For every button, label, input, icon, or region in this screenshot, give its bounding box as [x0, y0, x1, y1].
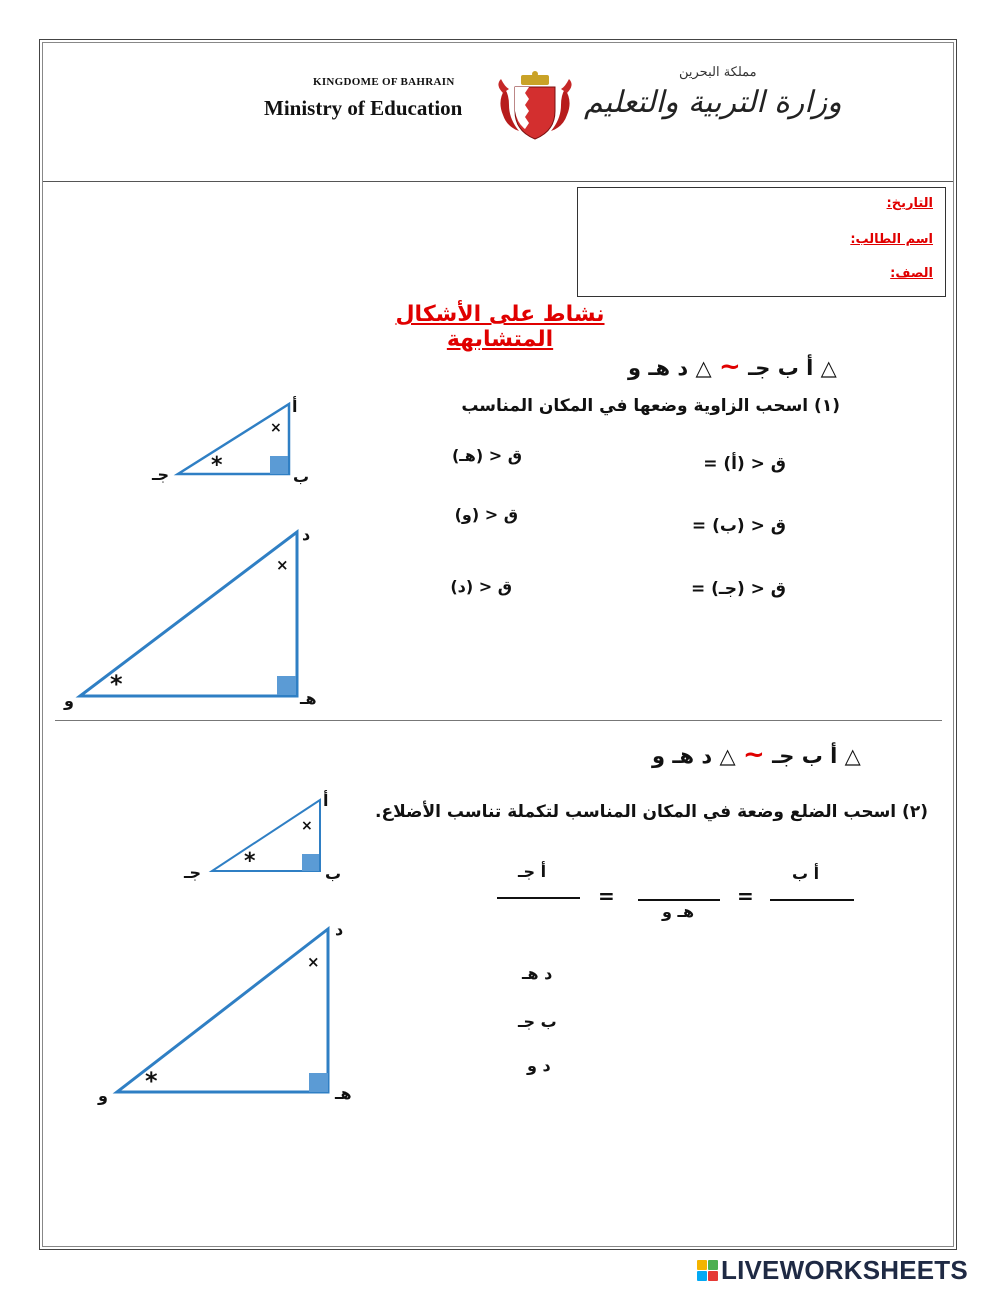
- vertex-label-d: د: [302, 525, 311, 544]
- fraction-3-numerator: أ جـ: [518, 862, 547, 881]
- equals-sign-2: =: [598, 884, 615, 908]
- angle-a-equation[interactable]: ق < (أ) =: [703, 454, 786, 474]
- question-2: (٢) اسحب الضلع وضعة في المكان المناسب لتكملة تناسب الأضلاع.: [375, 802, 928, 822]
- similar-symbol: ~: [718, 352, 741, 382]
- triangle-abc: أ ب جـ: [748, 356, 814, 380]
- page-title: نشاط على الأشكال المتشابهة: [395, 302, 605, 352]
- big-triangle-1: [60, 520, 330, 710]
- fraction-1-line[interactable]: [770, 899, 854, 901]
- right-angle-mark: [277, 676, 296, 695]
- angle-mark-star: *: [244, 849, 256, 874]
- fraction-3-line[interactable]: [497, 897, 580, 899]
- drag-angle-w[interactable]: ق < (و): [454, 505, 518, 524]
- drag-angle-h[interactable]: ق < (هـ): [451, 446, 522, 465]
- vertex-label-w: و: [98, 1086, 108, 1105]
- angle-mark-star: *: [211, 453, 223, 478]
- fraction-2-line[interactable]: [638, 899, 720, 901]
- fraction-2-denominator: هـ و: [662, 902, 695, 921]
- question-1: (١) اسحب الزاوية وضعها في المكان المناسب: [461, 396, 840, 416]
- drag-side-dh[interactable]: د هـ: [522, 964, 553, 983]
- kingdom-en: KINGDOME OF BAHRAIN: [313, 76, 455, 88]
- angle-mark-cross: ×: [270, 420, 282, 436]
- vertex-label-d: د: [335, 920, 344, 939]
- fraction-1-numerator: أ ب: [792, 864, 820, 883]
- triangle-def: د هـ و: [628, 356, 689, 380]
- similarity-statement-2: [652, 740, 861, 770]
- student-name-label: اسم الطالب:: [850, 232, 933, 247]
- bahrain-emblem-icon: [495, 71, 575, 143]
- angle-mark-cross: ×: [276, 556, 289, 574]
- angle-mark-star: *: [110, 670, 123, 698]
- triangle-symbol-icon: △: [719, 744, 736, 768]
- date-label: التاريخ:: [886, 196, 933, 211]
- kingdom-ar: مملكة البحرين: [679, 65, 757, 80]
- triangle-symbol-icon: △: [695, 356, 712, 380]
- vertex-label-a: أ: [292, 397, 298, 416]
- student-info-box: [577, 187, 946, 297]
- header: [43, 43, 953, 181]
- small-triangle-2: [180, 788, 350, 883]
- section-divider: [55, 720, 942, 721]
- big-triangle-2: [95, 915, 365, 1107]
- vertex-label-w: و: [64, 691, 74, 710]
- small-triangle-1: [150, 392, 320, 487]
- drag-angle-d[interactable]: ق < (د): [450, 577, 512, 596]
- header-divider: [43, 181, 953, 182]
- angle-mark-cross: ×: [307, 953, 320, 971]
- triangle-symbol-icon: △: [820, 356, 837, 380]
- triangle-abc: أ ب جـ: [772, 744, 838, 768]
- similar-symbol: ~: [742, 740, 765, 770]
- angle-c-equation[interactable]: ق < (جـ) =: [690, 579, 786, 599]
- right-angle-mark: [302, 854, 319, 871]
- similarity-statement-1: [628, 352, 837, 382]
- drag-side-dw[interactable]: د و: [527, 1056, 551, 1075]
- right-angle-mark: [270, 456, 288, 474]
- angle-mark-star: *: [145, 1067, 158, 1095]
- vertex-label-a: أ: [323, 791, 329, 810]
- right-angle-mark: [309, 1073, 328, 1092]
- vertex-label-h: هـ: [335, 1084, 352, 1103]
- brand-name: LIVEWORKSHEETS: [721, 1254, 968, 1285]
- vertex-label-c: جـ: [184, 863, 201, 882]
- vertex-label-c: جـ: [152, 465, 169, 484]
- brand-blocks-icon: [697, 1260, 718, 1281]
- liveworksheets-logo[interactable]: [697, 1255, 968, 1285]
- angle-mark-cross: ×: [301, 818, 313, 834]
- vertex-label-b: ب: [325, 864, 342, 883]
- ministry-ar: وزارة التربية والتعليم: [584, 85, 842, 120]
- equals-sign-1: =: [737, 884, 754, 908]
- triangle-symbol-icon: △: [844, 744, 861, 768]
- vertex-label-h: هـ: [300, 689, 317, 708]
- vertex-label-b: ب: [293, 467, 310, 486]
- angle-b-equation[interactable]: ق < (ب) =: [691, 516, 786, 536]
- drag-side-bc[interactable]: ب جـ: [518, 1012, 557, 1031]
- triangle-def: د هـ و: [652, 744, 713, 768]
- class-label: الصف:: [890, 266, 933, 281]
- ministry-en: Ministry of Education: [264, 96, 463, 120]
